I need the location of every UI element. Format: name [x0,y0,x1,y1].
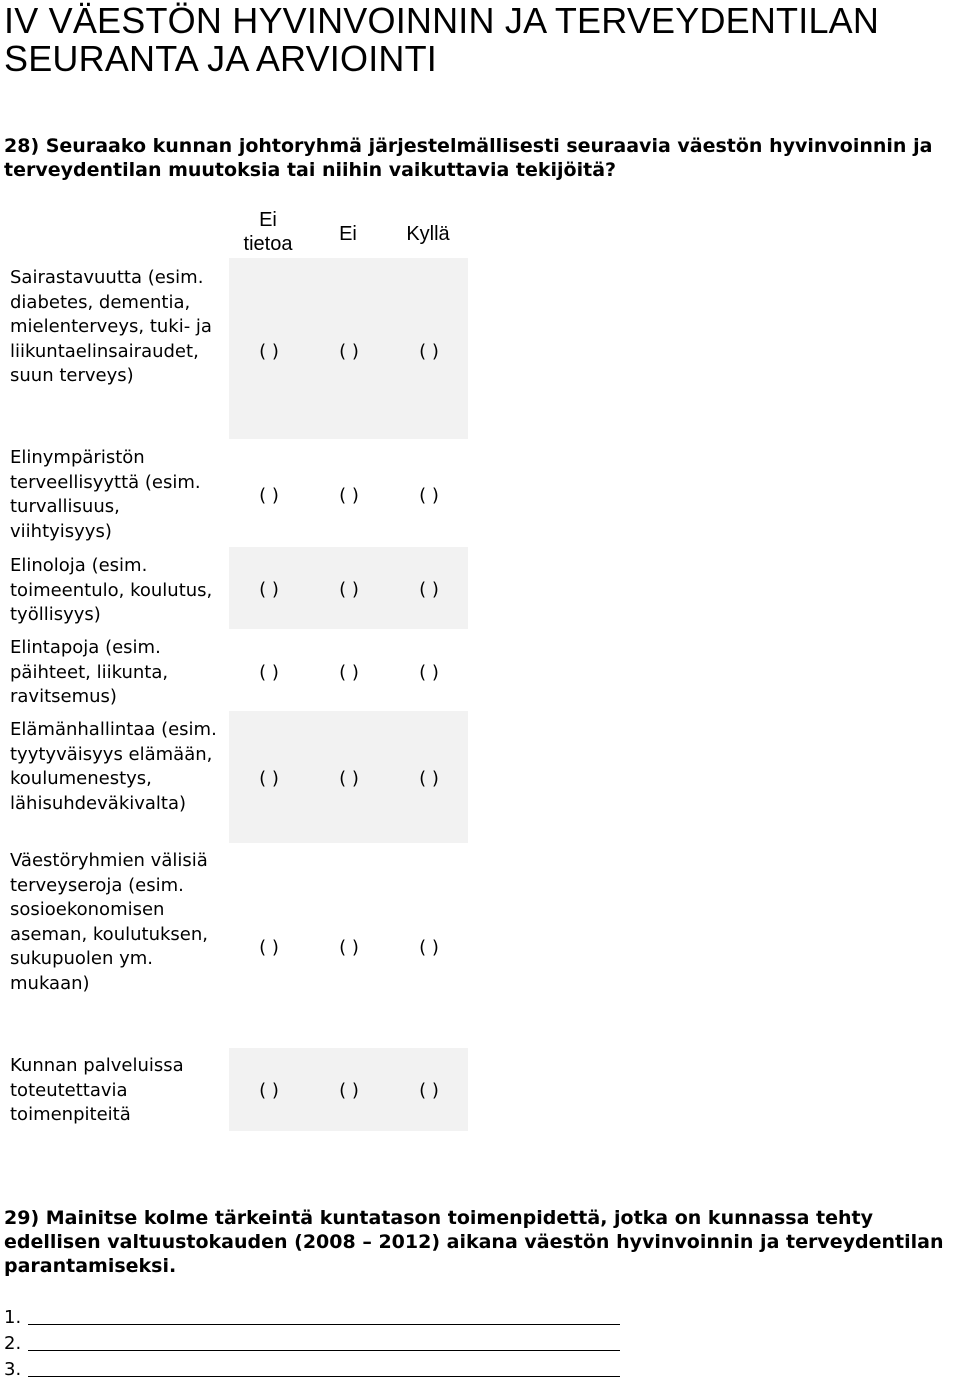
radio-kylla[interactable]: ( ) [419,341,439,362]
row-options-elinoloja [229,547,468,629]
answer-line-2[interactable] [4,1333,26,1355]
radio-ei-tietoa[interactable]: ( ) [259,662,279,683]
radio-kylla[interactable]: ( ) [419,485,439,506]
row-options-terveyserot [229,843,468,1048]
question-29-text: 29) Mainitse kolme tärkeintä kuntatason toimenpidettä, jotka on kunnassa tehty edellisen valtuustokauden (2008 – 2012) aikana väestön hyvinvoinnin ja terveydentilan parantamiseksi. [4,1207,944,1277]
radio-ei[interactable]: ( ) [339,662,359,683]
column-header-ei: Ei [339,223,357,245]
radio-ei-tietoa[interactable]: ( ) [259,768,279,789]
radio-kylla[interactable]: ( ) [419,937,439,958]
column-header-kylla: Kyllä [406,223,450,245]
radio-ei[interactable]: ( ) [339,485,359,506]
radio-ei-tietoa[interactable]: ( ) [259,1080,279,1101]
answer-line-1[interactable] [4,1307,26,1329]
radio-kylla[interactable]: ( ) [419,579,439,600]
row-options-elamanhallinta [229,711,468,843]
radio-ei[interactable]: ( ) [339,579,359,600]
radio-ei[interactable]: ( ) [339,341,359,362]
question-28-text: 28) Seuraako kunnan johtoryhmä järjestelmällisesti seuraavia väestön hyvinvoinnin ja terveydentilan muutoksia tai niihin vaikuttavia tekijöitä? [4,135,933,181]
row-label-elintapoja: Elintapoja (esim. päihteet, liikunta, ravitsemus) [10,637,169,707]
row-label-sairastavuutta: Sairastavuutta (esim. diabetes, dementia, mielenterveys, tuki- ja liikuntaelinsairaudet, suun terveys) [10,267,212,386]
answer-number: 2. [4,1333,22,1354]
row-label-elinymparisto: Elinympäristön terveellisyyttä (esim. turvallisuus, viihtyisyys) [10,447,201,542]
answer-blank[interactable] [28,1350,620,1351]
radio-ei-tietoa[interactable]: ( ) [259,485,279,506]
row-options-elinymparisto [229,439,468,547]
section-title [4,2,954,78]
row-options-palvelut [229,1048,468,1131]
row-label-palvelut: Kunnan palveluissa toteutettavia toimenpiteitä [10,1055,184,1125]
radio-ei[interactable]: ( ) [339,937,359,958]
radio-kylla[interactable]: ( ) [419,1080,439,1101]
row-options-elintapoja [229,629,468,711]
radio-ei-tietoa[interactable]: ( ) [259,341,279,362]
column-header-ei-tietoa [228,208,308,256]
radio-ei[interactable]: ( ) [339,1080,359,1101]
answer-blank[interactable] [28,1376,620,1377]
row-label-elinoloja: Elinoloja (esim. toimeentulo, koulutus, työllisyys) [10,555,213,625]
radio-kylla[interactable]: ( ) [419,768,439,789]
radio-ei-tietoa[interactable]: ( ) [259,937,279,958]
column-header-ei-tietoa-text: Ei tietoa [243,209,293,255]
section-title-line1: IV VÄESTÖN HYVINVOINNIN JA TERVEYDENTILAN [4,0,880,41]
radio-kylla[interactable]: ( ) [419,662,439,683]
radio-ei-tietoa[interactable]: ( ) [259,579,279,600]
section-title-line2: SEURANTA JA ARVIOINTI [4,38,437,79]
answer-number: 1. [4,1307,22,1328]
answer-blank[interactable] [28,1324,620,1325]
row-label-terveyserot: Väestöryhmien välisiä terveyseroja (esim. sosioekonomisen aseman, koulutuksen, sukupuolen ym. mukaan) [10,850,208,994]
answer-line-3[interactable] [4,1359,26,1381]
row-options-sairastavuutta [229,258,468,439]
row-label-elamanhallinta: Elämänhallintaa (esim. tyytyväisyys elämään, koulumenestys, lähisuhdeväkivalta) [10,719,217,814]
answer-number: 3. [4,1359,22,1380]
radio-ei[interactable]: ( ) [339,768,359,789]
